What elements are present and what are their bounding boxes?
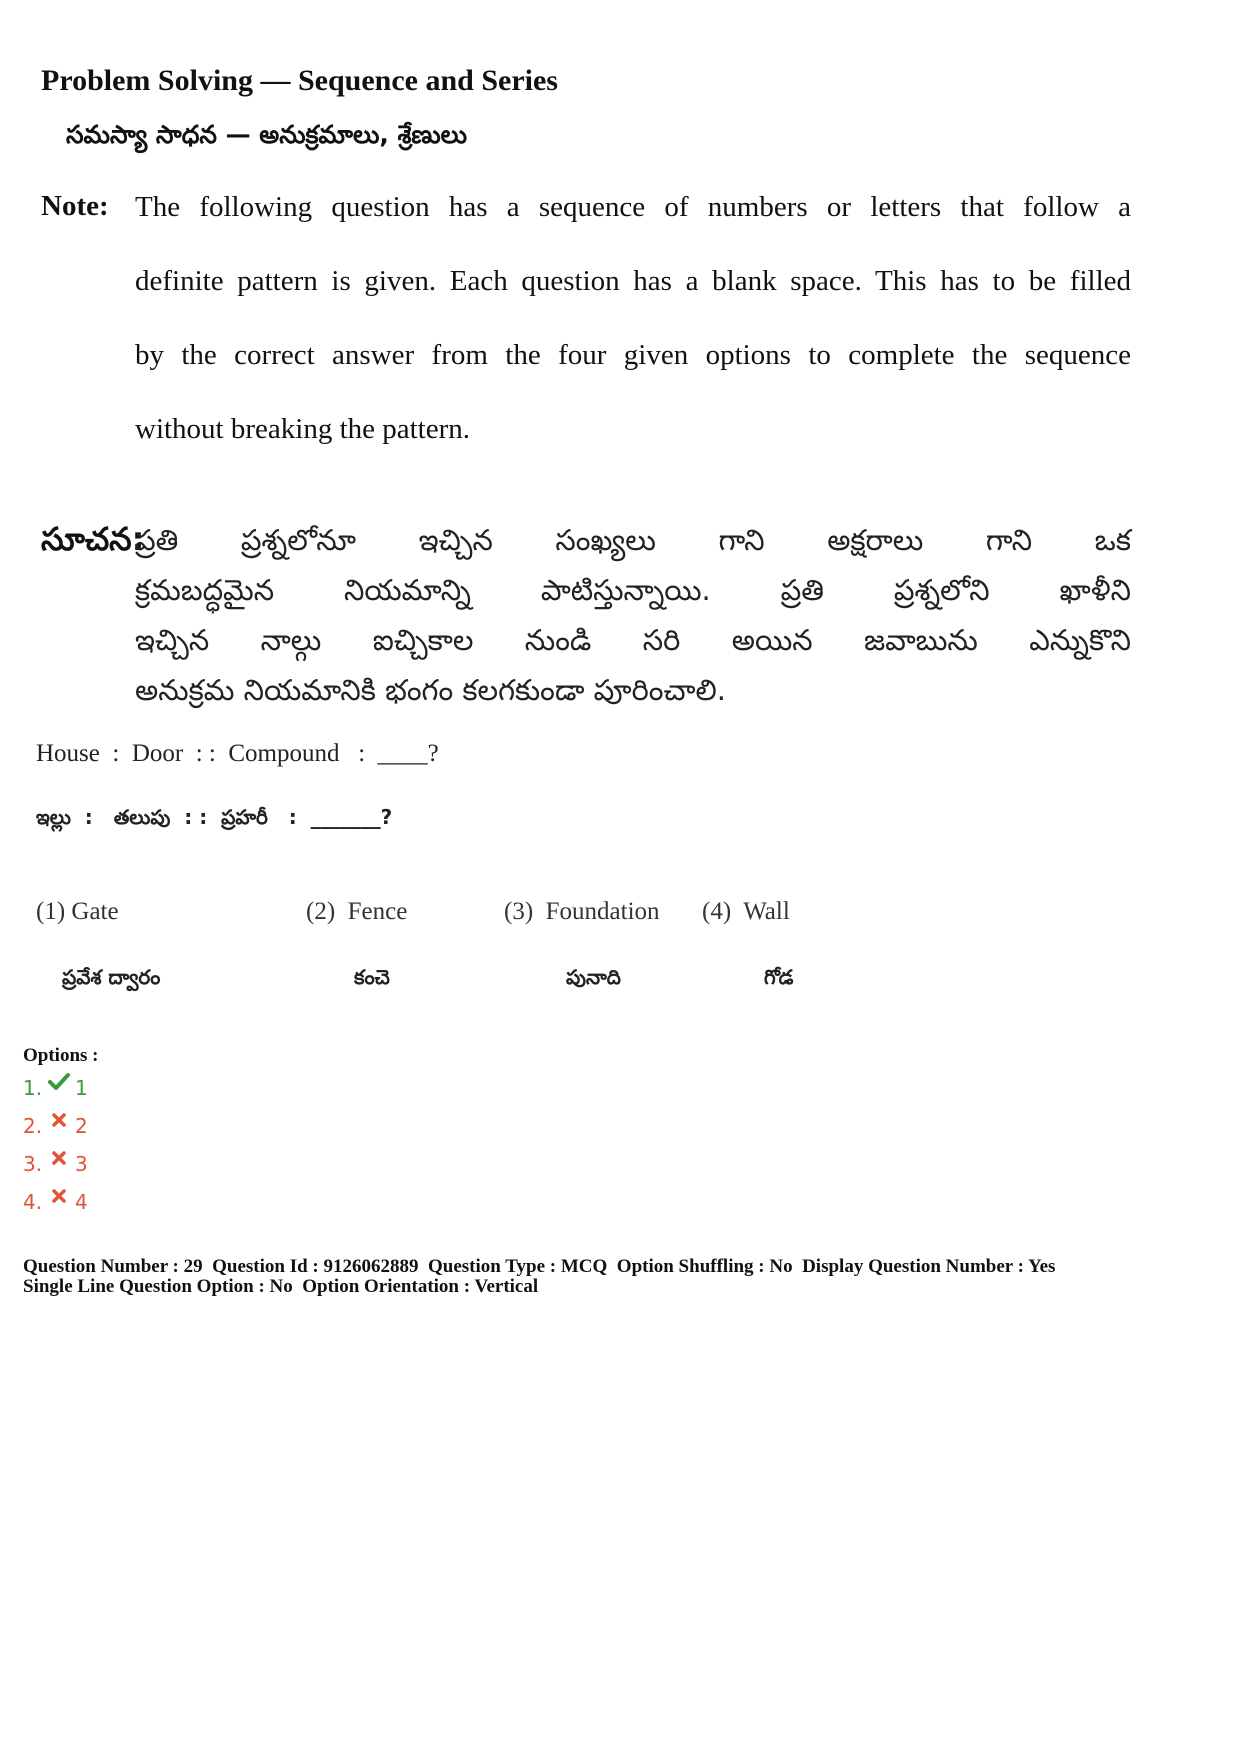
option-1[interactable] bbox=[23, 1074, 88, 1102]
note-label: Note: bbox=[41, 190, 109, 222]
option-value: 4 bbox=[75, 1190, 88, 1214]
telugu-note-line: క్రమబద్ధమైన నియమాన్ని పాటిస్తున్నాయి. ప్రతి ప్రశ్నలోని ఖాళీని bbox=[135, 573, 1131, 607]
option-value: 1 bbox=[75, 1076, 88, 1100]
question-metadata-line2: Single Line Question Option : No Option Orientation : Vertical bbox=[23, 1276, 539, 1297]
note-line: without breaking the pattern. bbox=[135, 413, 471, 445]
option-number: 1. bbox=[23, 1076, 43, 1100]
choice-1-telugu: ప్రవేశ ద్వారం bbox=[62, 965, 161, 989]
cross-icon bbox=[47, 1151, 71, 1165]
note-line: The following question has a sequence of numbers or letters that follow a bbox=[135, 191, 1131, 223]
option-2[interactable] bbox=[23, 1112, 88, 1140]
question-metadata: Question Number : 29 Question Id : 9126062889 Question Type : MCQ Option Shuffling : No Display Question Number : Yes bbox=[23, 1256, 1056, 1277]
choice-2-label: (2) Fence bbox=[306, 898, 408, 925]
choice-2-telugu: కంచె bbox=[354, 965, 390, 989]
option-number: 4. bbox=[23, 1190, 43, 1214]
note-line: by the correct answer from the four given options to complete the sequence bbox=[135, 339, 1131, 371]
analogy-question: House : Door : : Compound : ____? bbox=[36, 740, 439, 767]
choice-4-telugu: గోడ bbox=[764, 965, 794, 989]
option-value: 2 bbox=[75, 1114, 88, 1138]
option-4[interactable] bbox=[23, 1188, 88, 1216]
telugu-note-label: సూచన: bbox=[41, 520, 145, 558]
option-3[interactable] bbox=[23, 1150, 88, 1178]
choice-3-label: (3) Foundation bbox=[504, 898, 660, 925]
choice-4-label: (4) Wall bbox=[702, 898, 790, 925]
options-heading: Options : bbox=[23, 1045, 99, 1066]
section-title: Problem Solving — Sequence and Series bbox=[41, 64, 558, 97]
analogy-question-telugu: ఇల్లు : తలుపు : : ప్రహరీ : _______? bbox=[36, 805, 393, 829]
cross-icon bbox=[47, 1189, 71, 1203]
choice-3-telugu: పునాది bbox=[566, 965, 621, 989]
telugu-note-line: ఇచ్చిన నాల్గు ఐచ్చికాల నుండి సరి అయిన జవాబును ఎన్నుకొని bbox=[135, 623, 1131, 657]
check-icon bbox=[47, 1073, 71, 1091]
choice-1-label: (1) Gate bbox=[36, 898, 119, 925]
cross-icon bbox=[47, 1113, 71, 1127]
note-line: definite pattern is given. Each question has a blank space. This has to be filled bbox=[135, 265, 1131, 297]
telugu-note-line: ప్రతి ప్రశ్నలోనూ ఇచ్చిన సంఖ్యలు గాని అక్షరాలు గాని ఒక bbox=[135, 523, 1131, 557]
telugu-note-line: అనుక్రమ నియమానికి భంగం కలగకుండా పూరించాలి. bbox=[135, 673, 726, 707]
option-value: 3 bbox=[75, 1152, 88, 1176]
option-number: 3. bbox=[23, 1152, 43, 1176]
section-title-telugu: సమస్యా సాధన — అనుక్రమాలు, శ్రేణులు bbox=[66, 120, 468, 149]
option-number: 2. bbox=[23, 1114, 43, 1138]
